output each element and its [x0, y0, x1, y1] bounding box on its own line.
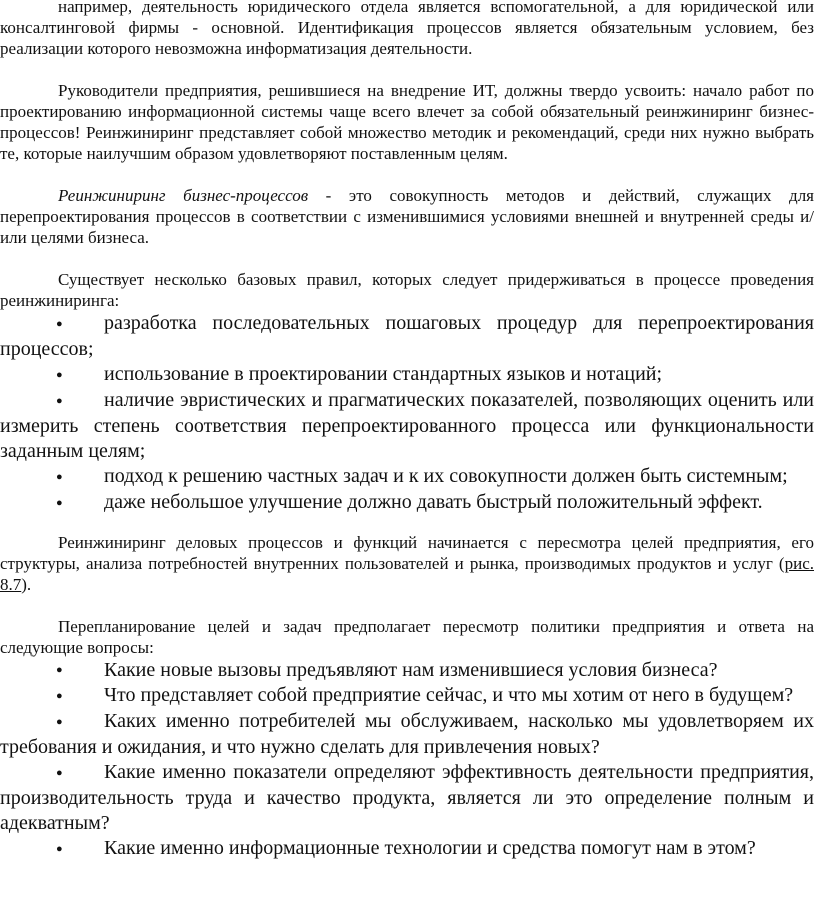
- paragraph-it-implementation: Руководители предприятия, решившиеся на внедрение ИТ, должны твердо усвоить: начало работ по проектированию информационной системы чаще всего влечет за собой обязательный реинжиниринг бизнес-процессов! Реинжиниринг представляет собой множество методик и рекомендаций, среди них нужно выбрать те, которые наилучшим образом удовлетворяют поставленным целям.: [0, 81, 814, 163]
- list-item: ● разработка последовательных пошаговых процедур для перепроектирования процессов;: [0, 312, 814, 360]
- bullet-icon: ●: [56, 767, 63, 780]
- bullet-icon: ●: [56, 368, 63, 381]
- list-item: ● Какие именно информационные технологии и средства помогут нам в этом?: [0, 836, 814, 862]
- definition-text: - это совокупность методов и действий, служащих для перепроектирования процессов в соответствии с изменившимися условиями внешней и внутренней среды и/или целями бизнеса.: [0, 186, 814, 247]
- figure-link[interactable]: рис. 8.7: [0, 553, 814, 594]
- bullet-icon: ●: [56, 394, 63, 407]
- paragraph-reengineering-start: Реинжиниринг деловых процессов и функций начинается с пересмотра целей предприятия, его структуры, анализа потребностей внутренних пользователей и рынка, производимых продуктов и услуг (рис. 8.7).: [0, 532, 814, 594]
- bullet-icon: ●: [56, 317, 63, 330]
- bullet-icon: ●: [56, 470, 63, 483]
- bullet-icon: ●: [56, 716, 63, 729]
- bullet-icon: ●: [56, 690, 63, 703]
- list-item: ● подход к решению частных задач и к их совокупности должен быть системным;: [0, 464, 814, 490]
- bullet-icon: ●: [56, 664, 63, 677]
- paragraph-identification: например, деятельность юридического отдела является вспомогательной, а для юридической или консалтинговой фирмы - основной. Идентификация процессов является обязательным условием, без реализации которого невозможна информатизация деятельности.: [0, 0, 814, 58]
- list-item: ● Какие новые вызовы предъявляют нам изменившиеся условия бизнеса?: [0, 658, 814, 684]
- bullet-icon: ●: [56, 843, 63, 856]
- questions-list: [0, 658, 814, 863]
- list-item: ● Какие именно показатели определяют эффективность деятельности предприятия, производительность труда и качество продукта, является ли это определение полным и адекватным?: [0, 761, 814, 835]
- rules-list: [0, 311, 814, 516]
- list-item: ● Что представляет собой предприятие сейчас, и что мы хотим от него в будущем?: [0, 683, 814, 709]
- bullet-icon: ●: [56, 496, 63, 509]
- list-item: ● использование в проектировании стандартных языков и нотаций;: [0, 362, 814, 388]
- term-reengineering: Реинжиниринг бизнес-процессов: [58, 186, 309, 205]
- paragraph-reengineering-definition: [0, 185, 814, 248]
- list-item: ● наличие эвристических и прагматических показателей, позволяющих оценить или измерить степень соответствия перепроектированного процесса или функциональности заданным целям;: [0, 388, 814, 462]
- list-item: ● Каких именно потребителей мы обслуживаем, насколько мы удовлетворяем их требования и ожидания, и что нужно сделать для привлечения новых?: [0, 710, 814, 759]
- paragraph-basic-rules: Существует несколько базовых правил, которых следует придерживаться в процессе проведения реинжиниринга:: [0, 270, 814, 310]
- paragraph-replanning: Перепланирование целей и задач предполагает пересмотр политики предприятия и ответа на следующие вопросы:: [0, 616, 814, 657]
- list-item: ● даже небольшое улучшение должно давать быстрый положительный эффект.: [0, 490, 814, 516]
